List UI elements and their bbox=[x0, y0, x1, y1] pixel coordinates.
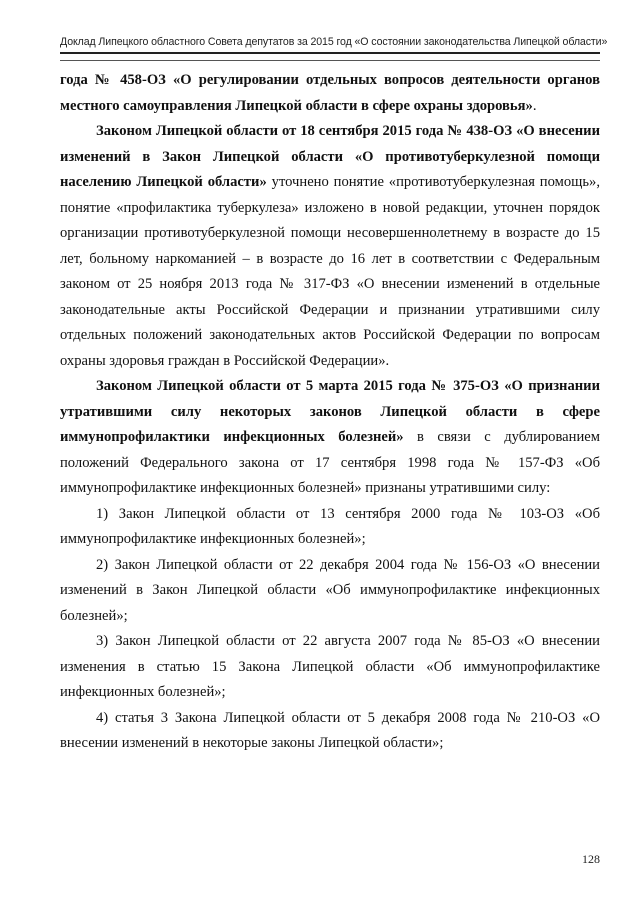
document-body bbox=[60, 68, 600, 757]
law-title-bold: Законом Липецкой области от 5 марта 2015 года № 375-ОЗ «О признании утратившими силу некоторых законов Липецкой области в сфере иммунопрофилактики инфекционных болезней» bbox=[60, 378, 600, 445]
law-title-bold: Законом Липецкой области от 18 сентября 2015 года № 438-ОЗ «О внесении изменений в Закон Липецкой области «О противотуберкулезной помощи населению Липецкой области» bbox=[60, 123, 600, 190]
page-number: 128 bbox=[582, 852, 600, 866]
list-item-4: 4) статья 3 Закона Липецкой области от 5 декабря 2008 года № 210-ОЗ «О внесении изменений в некоторые законы Липецкой области»; bbox=[60, 709, 600, 751]
paragraph-text: . bbox=[532, 97, 537, 114]
paragraph-law-375 bbox=[60, 374, 600, 502]
paragraph-text: в связи с дублированием положений Федерального закона от 17 сентября 1998 года № 157-ФЗ «Об иммунопрофилактике инфекционных болезней» признаны утратившими силу: bbox=[60, 429, 600, 496]
list-item-3: 3) Закон Липецкой области от 22 августа 2007 года № 85-ОЗ «О внесении изменения в статью 15 Закона Липецкой области «Об иммунопрофилактике инфекционных болезней»; bbox=[60, 633, 600, 700]
paragraph-text: уточнено понятие «противотуберкулезная помощь», понятие «профилактика туберкулеза» изложено в новой редакции, уточнен порядок организации противотуберкулезной помощи несовершеннолетнему в возрасте до 15 лет, больному наркоманией – в возрасте до 16 лет в соответствии с Федеральным законом от 25 ноября 2013 года № 317-ФЗ «О внесении изменений в отдельные законодательные акты Российской Федерации и признании утратившими силу отдельных положений законодательных актов Российской Федерации по вопросам охраны здоровья граждан в Российской Федерации». bbox=[60, 174, 600, 369]
header-rule bbox=[60, 52, 600, 61]
list-item-2: 2) Закон Липецкой области от 22 декабря 2004 года № 156-ОЗ «О внесении изменений в Закон Липецкой области «Об иммунопрофилактике инфекционных болезней»; bbox=[60, 556, 600, 624]
list-item-1: 1) Закон Липецкой области от 13 сентября 2000 года № 103-ОЗ «Об иммунопрофилактике инфекционных болезней»; bbox=[60, 505, 600, 547]
paragraph-continuation bbox=[60, 68, 600, 119]
law-title-bold: года № 458-ОЗ «О регулировании отдельных вопросов деятельности органов местного самоуправления Липецкой области в сфере охраны здоровья» bbox=[60, 72, 600, 114]
paragraph-law-438 bbox=[60, 119, 600, 374]
running-header: Доклад Липецкого областного Совета депутатов за 2015 год «О состоянии законодательства Липецкой области» bbox=[60, 36, 608, 48]
